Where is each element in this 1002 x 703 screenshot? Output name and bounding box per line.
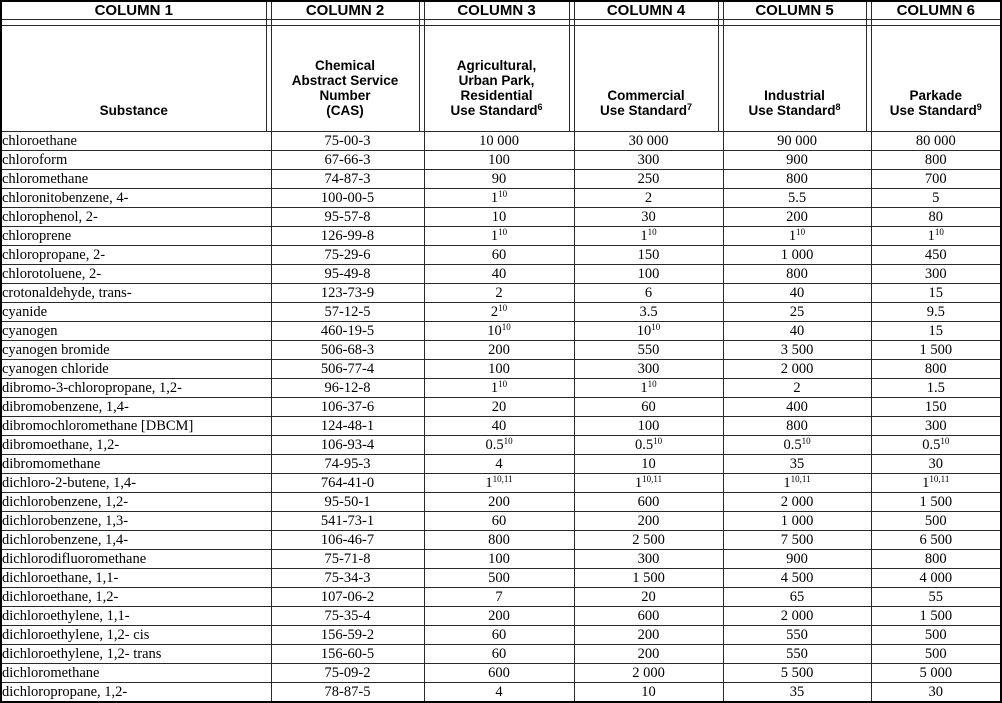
- value-cell-col4: 2 000: [574, 664, 723, 683]
- value-cell-col3: 40: [424, 417, 574, 436]
- footnote-superscript: 10: [651, 321, 661, 332]
- value-cell-col5: 2: [723, 379, 871, 398]
- value-cell-col4: $1^{10}$: [574, 227, 723, 246]
- value-cell-col6: 1 500: [871, 341, 1001, 360]
- footnote-superscript: 10: [653, 435, 663, 446]
- value-cell-col5: 2 000: [723, 607, 871, 626]
- header-industrial-standard: Industrial Use Standard$^8$: [723, 26, 866, 132]
- value-cell-col5: 4 500: [723, 569, 871, 588]
- column-label-row: [1, 1, 1001, 20]
- value-cell-col5: 1$^{10,11}$: [723, 474, 871, 493]
- cas-cell: 106-46-7: [271, 531, 424, 550]
- value-cell-col6: 6 500: [871, 531, 1001, 550]
- value-cell-col4: 30 000: [574, 132, 723, 151]
- value-cell-col5: 800: [723, 265, 871, 284]
- cas-cell: 106-37-6: [271, 398, 424, 417]
- footnote-superscript: 6: [537, 102, 543, 113]
- table-row: [1, 512, 1001, 531]
- table-row: [1, 493, 1001, 512]
- footnote-superscript: 10: [498, 188, 508, 199]
- table-row: [1, 265, 1001, 284]
- substance-cell: chlorophenol, 2-: [1, 208, 271, 227]
- cas-cell: 75-09-2: [271, 664, 424, 683]
- value-cell-col6: 150: [871, 398, 1001, 417]
- substance-cell: cyanogen bromide: [1, 341, 271, 360]
- table-row: [1, 208, 1001, 227]
- value-cell-col5: 2 000: [723, 360, 871, 379]
- footnote-superscript: 10: [647, 378, 657, 389]
- value-cell-col6: 15: [871, 284, 1001, 303]
- value-cell-col4: 600: [574, 607, 723, 626]
- substance-cell: chloroethane: [1, 132, 271, 151]
- table-row: [1, 246, 1001, 265]
- column-label-5: COLUMN 5: [723, 1, 866, 20]
- value-cell-col5: 5 500: [723, 664, 871, 683]
- value-cell-col4: $0.5^{10}$: [574, 436, 723, 455]
- value-cell-col5: 2 000: [723, 493, 871, 512]
- value-cell-col4: 200: [574, 626, 723, 645]
- value-cell-col3: 90: [424, 170, 574, 189]
- value-cell-col5: 800: [723, 170, 871, 189]
- value-cell-col3: 7: [424, 588, 574, 607]
- value-cell-col3: $1^{10}$: [424, 379, 574, 398]
- header-agricultural-standard: Agricultural, Urban Park, Residential Use Standard$^6$: [424, 26, 569, 132]
- substance-cell: dichloroethylene, 1,1-: [1, 607, 271, 626]
- table-row: [1, 588, 1001, 607]
- substance-cell: chloroform: [1, 151, 271, 170]
- value-cell-col5: 900: [723, 550, 871, 569]
- footnote-superscript: 10: [647, 226, 657, 237]
- value-cell-col6: 80 000: [871, 132, 1001, 151]
- value-cell-col4: 200: [574, 512, 723, 531]
- value-cell-col5: 40: [723, 284, 871, 303]
- value-cell-col6: 800: [871, 151, 1001, 170]
- footnote-superscript: 9: [976, 102, 982, 113]
- table-row: [1, 455, 1001, 474]
- footnote-superscript: 10: [498, 378, 508, 389]
- value-cell-col4: 200: [574, 645, 723, 664]
- table-row: [1, 683, 1001, 703]
- value-cell-col6: 800: [871, 550, 1001, 569]
- substance-cell: chlorotoluene, 2-: [1, 265, 271, 284]
- header-commercial-standard: Commercial Use Standard$^7$: [574, 26, 718, 132]
- table-header: [1, 1, 1001, 132]
- cas-cell: 156-59-2: [271, 626, 424, 645]
- value-cell-col6: $0.5^{10}$: [871, 436, 1001, 455]
- value-cell-col3: 20: [424, 398, 574, 417]
- table-row: [1, 379, 1001, 398]
- value-cell-col3: 60: [424, 645, 574, 664]
- cas-cell: 57-12-5: [271, 303, 424, 322]
- column-label-3: COLUMN 3: [424, 1, 569, 20]
- cas-cell: 75-00-3: [271, 132, 424, 151]
- header-substance: Substance: [1, 26, 266, 132]
- cas-cell: 74-87-3: [271, 170, 424, 189]
- value-cell-col4: 10: [574, 455, 723, 474]
- cas-cell: 75-35-4: [271, 607, 424, 626]
- table-row: [1, 645, 1001, 664]
- value-cell-col6: $1^{10}$: [871, 227, 1001, 246]
- value-cell-col6: 1 500: [871, 493, 1001, 512]
- value-cell-col6: 5: [871, 189, 1001, 208]
- table-row: [1, 132, 1001, 151]
- cas-cell: 67-66-3: [271, 151, 424, 170]
- table-row: [1, 664, 1001, 683]
- value-cell-col4: 300: [574, 151, 723, 170]
- value-cell-col3: 500: [424, 569, 574, 588]
- value-cell-col3: 200: [424, 607, 574, 626]
- value-cell-col5: 5.5: [723, 189, 871, 208]
- value-cell-col5: 7 500: [723, 531, 871, 550]
- table-row: [1, 170, 1001, 189]
- value-cell-col3: $10^{10}$: [424, 322, 574, 341]
- value-cell-col4: 100: [574, 417, 723, 436]
- value-cell-col6: 80: [871, 208, 1001, 227]
- value-cell-col5: 200: [723, 208, 871, 227]
- footnote-superscript: 10,11: [790, 473, 811, 484]
- column-label-6: COLUMN 6: [871, 1, 1001, 20]
- value-cell-col6: 1 500: [871, 607, 1001, 626]
- value-cell-col3: 4: [424, 455, 574, 474]
- value-cell-col6: 800: [871, 360, 1001, 379]
- value-cell-col6: 30: [871, 683, 1001, 703]
- value-cell-col6: 4 000: [871, 569, 1001, 588]
- value-cell-col5: 800: [723, 417, 871, 436]
- footnote-superscript: 10: [498, 226, 508, 237]
- substance-cell: dichloromethane: [1, 664, 271, 683]
- cas-cell: 96-12-8: [271, 379, 424, 398]
- value-cell-col3: 800: [424, 531, 574, 550]
- substance-cell: chloronitobenzene, 4-: [1, 189, 271, 208]
- column-label-4: COLUMN 4: [574, 1, 718, 20]
- value-cell-col6: 500: [871, 626, 1001, 645]
- substance-cell: dichloroethane, 1,1-: [1, 569, 271, 588]
- cas-cell: 95-49-8: [271, 265, 424, 284]
- value-cell-col5: $1^{10}$: [723, 227, 871, 246]
- cas-cell: 460-19-5: [271, 322, 424, 341]
- substance-cell: chloromethane: [1, 170, 271, 189]
- substance-cell: cyanide: [1, 303, 271, 322]
- substance-cell: dibromomethane: [1, 455, 271, 474]
- value-cell-col5: $0.5^{10}$: [723, 436, 871, 455]
- table-row: [1, 474, 1001, 493]
- value-cell-col5: 35: [723, 455, 871, 474]
- cas-cell: 123-73-9: [271, 284, 424, 303]
- value-cell-col3: 40: [424, 265, 574, 284]
- substance-cell: dibromo-3-chloropropane, 1,2-: [1, 379, 271, 398]
- value-cell-col5: 25: [723, 303, 871, 322]
- cas-cell: 78-87-5: [271, 683, 424, 703]
- cas-cell: 75-29-6: [271, 246, 424, 265]
- value-cell-col3: 200: [424, 341, 574, 360]
- cas-cell: 764-41-0: [271, 474, 424, 493]
- cas-cell: 106-93-4: [271, 436, 424, 455]
- value-cell-col3: 60: [424, 512, 574, 531]
- cas-cell: 124-48-1: [271, 417, 424, 436]
- substance-cell: dichloroethylene, 1,2- cis: [1, 626, 271, 645]
- value-cell-col3: $2^{10}$: [424, 303, 574, 322]
- substance-cell: chloropropane, 2-: [1, 246, 271, 265]
- value-cell-col6: 500: [871, 645, 1001, 664]
- cas-cell: 541-73-1: [271, 512, 424, 531]
- table-row: [1, 417, 1001, 436]
- value-cell-col5: 550: [723, 645, 871, 664]
- value-cell-col5: 3 500: [723, 341, 871, 360]
- table-row: [1, 341, 1001, 360]
- footnote-superscript: 10,11: [642, 473, 663, 484]
- value-cell-col3: $0.5^{10}$: [424, 436, 574, 455]
- value-cell-col5: 900: [723, 151, 871, 170]
- footnote-superscript: 7: [687, 102, 693, 113]
- footnote-superscript: 10: [940, 435, 950, 446]
- value-cell-col4: 6: [574, 284, 723, 303]
- footnote-superscript: 10: [801, 435, 811, 446]
- table-row: [1, 322, 1001, 341]
- value-cell-col4: 1 500: [574, 569, 723, 588]
- value-cell-col5: 40: [723, 322, 871, 341]
- value-cell-col5: 1 000: [723, 246, 871, 265]
- substance-cell: dichlorobenzene, 1,3-: [1, 512, 271, 531]
- value-cell-col4: 250: [574, 170, 723, 189]
- value-cell-col5: 400: [723, 398, 871, 417]
- value-cell-col4: 600: [574, 493, 723, 512]
- cas-cell: 126-99-8: [271, 227, 424, 246]
- cas-cell: 74-95-3: [271, 455, 424, 474]
- substance-cell: dibromoethane, 1,2-: [1, 436, 271, 455]
- footnote-superscript: 10: [934, 226, 944, 237]
- value-cell-col3: 600: [424, 664, 574, 683]
- main-header-row: [1, 26, 1001, 132]
- table-row: [1, 626, 1001, 645]
- substance-cell: dichlorobenzene, 1,2-: [1, 493, 271, 512]
- substance-cell: cyanogen chloride: [1, 360, 271, 379]
- value-cell-col4: $1^{10}$: [574, 379, 723, 398]
- value-cell-col4: 10: [574, 683, 723, 703]
- value-cell-col3: 1$^{10,11}$: [424, 474, 574, 493]
- value-cell-col4: 30: [574, 208, 723, 227]
- cas-cell: 95-50-1: [271, 493, 424, 512]
- substance-cell: chloroprene: [1, 227, 271, 246]
- table-row: [1, 607, 1001, 626]
- value-cell-col4: 100: [574, 265, 723, 284]
- substance-cell: dichloroethane, 1,2-: [1, 588, 271, 607]
- table-row: [1, 436, 1001, 455]
- table-row: [1, 189, 1001, 208]
- value-cell-col6: 55: [871, 588, 1001, 607]
- substance-cell: crotonaldehyde, trans-: [1, 284, 271, 303]
- value-cell-col5: 65: [723, 588, 871, 607]
- footnote-superscript: 10: [501, 321, 511, 332]
- table-row: [1, 531, 1001, 550]
- substance-cell: dichlorodifluoromethane: [1, 550, 271, 569]
- substance-cell: dichloropropane, 1,2-: [1, 683, 271, 703]
- table-row: [1, 303, 1001, 322]
- cas-cell: 506-68-3: [271, 341, 424, 360]
- value-cell-col4: 20: [574, 588, 723, 607]
- substance-cell: dibromochloromethane [DBCM]: [1, 417, 271, 436]
- value-cell-col4: 550: [574, 341, 723, 360]
- value-cell-col5: 35: [723, 683, 871, 703]
- substance-cell: dibromobenzene, 1,4-: [1, 398, 271, 417]
- table-row: [1, 398, 1001, 417]
- substance-cell: cyanogen: [1, 322, 271, 341]
- value-cell-col5: 550: [723, 626, 871, 645]
- table-row: [1, 284, 1001, 303]
- value-cell-col6: 450: [871, 246, 1001, 265]
- value-cell-col4: 300: [574, 360, 723, 379]
- table-body: [1, 132, 1001, 703]
- value-cell-col5: 90 000: [723, 132, 871, 151]
- header-cas-number: Chemical Abstract Service Number (CAS): [271, 26, 419, 132]
- value-cell-col3: 200: [424, 493, 574, 512]
- value-cell-col3: 2: [424, 284, 574, 303]
- value-cell-col3: 100: [424, 151, 574, 170]
- cas-cell: 107-06-2: [271, 588, 424, 607]
- cas-cell: 156-60-5: [271, 645, 424, 664]
- value-cell-col4: 2 500: [574, 531, 723, 550]
- value-cell-col6: 700: [871, 170, 1001, 189]
- value-cell-col4: $10^{10}$: [574, 322, 723, 341]
- footnote-superscript: 10: [498, 302, 508, 313]
- table-row: [1, 227, 1001, 246]
- value-cell-col6: 9.5: [871, 303, 1001, 322]
- cas-cell: 75-34-3: [271, 569, 424, 588]
- footnote-superscript: 8: [835, 102, 841, 113]
- substance-cell: dichloroethylene, 1,2- trans: [1, 645, 271, 664]
- value-cell-col3: 4: [424, 683, 574, 703]
- column-label-1: COLUMN 1: [1, 1, 266, 20]
- column-label-2: COLUMN 2: [271, 1, 419, 20]
- value-cell-col4: 2: [574, 189, 723, 208]
- table-row: [1, 360, 1001, 379]
- value-cell-col6: 1$^{10,11}$: [871, 474, 1001, 493]
- value-cell-col3: 60: [424, 246, 574, 265]
- value-cell-col6: 30: [871, 455, 1001, 474]
- value-cell-col4: 1$^{10,11}$: [574, 474, 723, 493]
- value-cell-col6: 500: [871, 512, 1001, 531]
- table-row: [1, 550, 1001, 569]
- cas-cell: 100-00-5: [271, 189, 424, 208]
- table-row: [1, 151, 1001, 170]
- substance-cell: dichloro-2-butene, 1,4-: [1, 474, 271, 493]
- value-cell-col3: $1^{10}$: [424, 189, 574, 208]
- value-cell-col6: 300: [871, 417, 1001, 436]
- value-cell-col5: 1 000: [723, 512, 871, 531]
- value-cell-col6: 300: [871, 265, 1001, 284]
- table-row: [1, 569, 1001, 588]
- cas-cell: 75-71-8: [271, 550, 424, 569]
- value-cell-col3: 100: [424, 550, 574, 569]
- value-cell-col3: 100: [424, 360, 574, 379]
- value-cell-col6: 1.5: [871, 379, 1001, 398]
- footnote-superscript: 10,11: [929, 473, 950, 484]
- header-parkade-standard: Parkade Use Standard$^9$: [871, 26, 1001, 132]
- value-cell-col6: 5 000: [871, 664, 1001, 683]
- substance-cell: dichlorobenzene, 1,4-: [1, 531, 271, 550]
- value-cell-col3: 60: [424, 626, 574, 645]
- cas-cell: 95-57-8: [271, 208, 424, 227]
- value-cell-col3: $1^{10}$: [424, 227, 574, 246]
- value-cell-col4: 300: [574, 550, 723, 569]
- value-cell-col4: 150: [574, 246, 723, 265]
- cas-cell: 506-77-4: [271, 360, 424, 379]
- footnote-superscript: 10: [503, 435, 513, 446]
- value-cell-col4: 60: [574, 398, 723, 417]
- value-cell-col3: 10: [424, 208, 574, 227]
- value-cell-col6: 15: [871, 322, 1001, 341]
- footnote-superscript: 10: [796, 226, 806, 237]
- value-cell-col3: 10 000: [424, 132, 574, 151]
- value-cell-col4: 3.5: [574, 303, 723, 322]
- footnote-superscript: 10,11: [492, 473, 513, 484]
